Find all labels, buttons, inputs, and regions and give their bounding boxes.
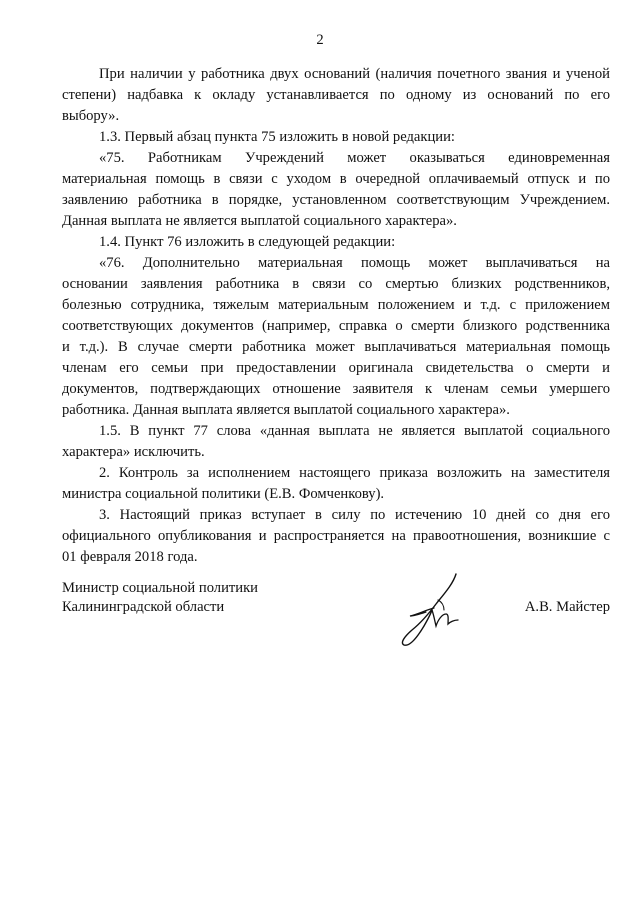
paragraph-line: «76. Дополнительно материальная помощь может выплачиваться на	[99, 255, 610, 271]
page-number: 2	[316, 32, 324, 48]
paragraph-line: официального опубликования и распространяется на правоотношения, возникшие с	[62, 528, 610, 544]
paragraph-line: При наличии у работника двух оснований (наличия почетного звания и ученой	[99, 66, 610, 82]
paragraph-line: 01 февраля 2018 года.	[62, 549, 198, 565]
paragraph-line: болезнью сотрудника, тяжелым материальным положением и т.д. с приложением	[62, 297, 610, 313]
paragraph-line: заявлению работника в порядке, установленном соответствующим Учреждением.	[62, 192, 610, 208]
paragraph-line: основании заявления работника в связи со смертью близких родственников,	[62, 276, 610, 292]
paragraph-line: документов, подтверждающих отношение заявителя к членам семьи умершего	[62, 381, 610, 397]
paragraph-line: 1.3. Первый абзац пункта 75 изложить в новой редакции:	[99, 129, 455, 145]
paragraph-line: 3. Настоящий приказ вступает в силу по истечению 10 дней со дня его	[99, 507, 610, 523]
paragraph-line: характера» исключить.	[62, 444, 205, 460]
paragraph-line: «75. Работникам Учреждений может оказываться единовременная	[99, 150, 610, 166]
signatory-name: А.В. Майстер	[524, 599, 610, 615]
paragraph-line: 1.5. В пункт 77 слова «данная выплата не является выплатой социального	[99, 423, 610, 439]
paragraph-line: и т.д.). В случае смерти работника может выплачиваться материальная помощь	[62, 339, 610, 355]
paragraph-line: членам его семьи при предоставлении оригинала свидетельства о смерти и	[62, 360, 610, 376]
paragraph-line: выбору».	[62, 108, 120, 124]
signatory-position-line2: Калининградской области	[62, 599, 225, 615]
paragraph-line: работника. Данная выплата является выплатой социального характера».	[62, 402, 510, 418]
paragraph-line: материальная помощь в связи с уходом в очередной оплачиваемый отпуск и по	[62, 171, 610, 187]
paragraph-line: 1.4. Пункт 76 изложить в следующей редакции:	[99, 234, 396, 250]
paragraph-line: степени) надбавка к окладу устанавливается по одному из оснований по его	[62, 87, 610, 103]
signatory-position-line1: Министр социальной политики	[62, 580, 258, 596]
handwritten-signature	[398, 570, 466, 650]
paragraph-line: 2. Контроль за исполнением настоящего приказа возложить на заместителя	[99, 465, 610, 481]
paragraph-line: соответствующих документов (например, справка о смерти близкого родственника	[62, 318, 610, 334]
paragraph-line: министра социальной политики (Е.В. Фомченкову).	[62, 486, 385, 502]
paragraph-line: Данная выплата не является выплатой социального характера».	[62, 213, 457, 229]
